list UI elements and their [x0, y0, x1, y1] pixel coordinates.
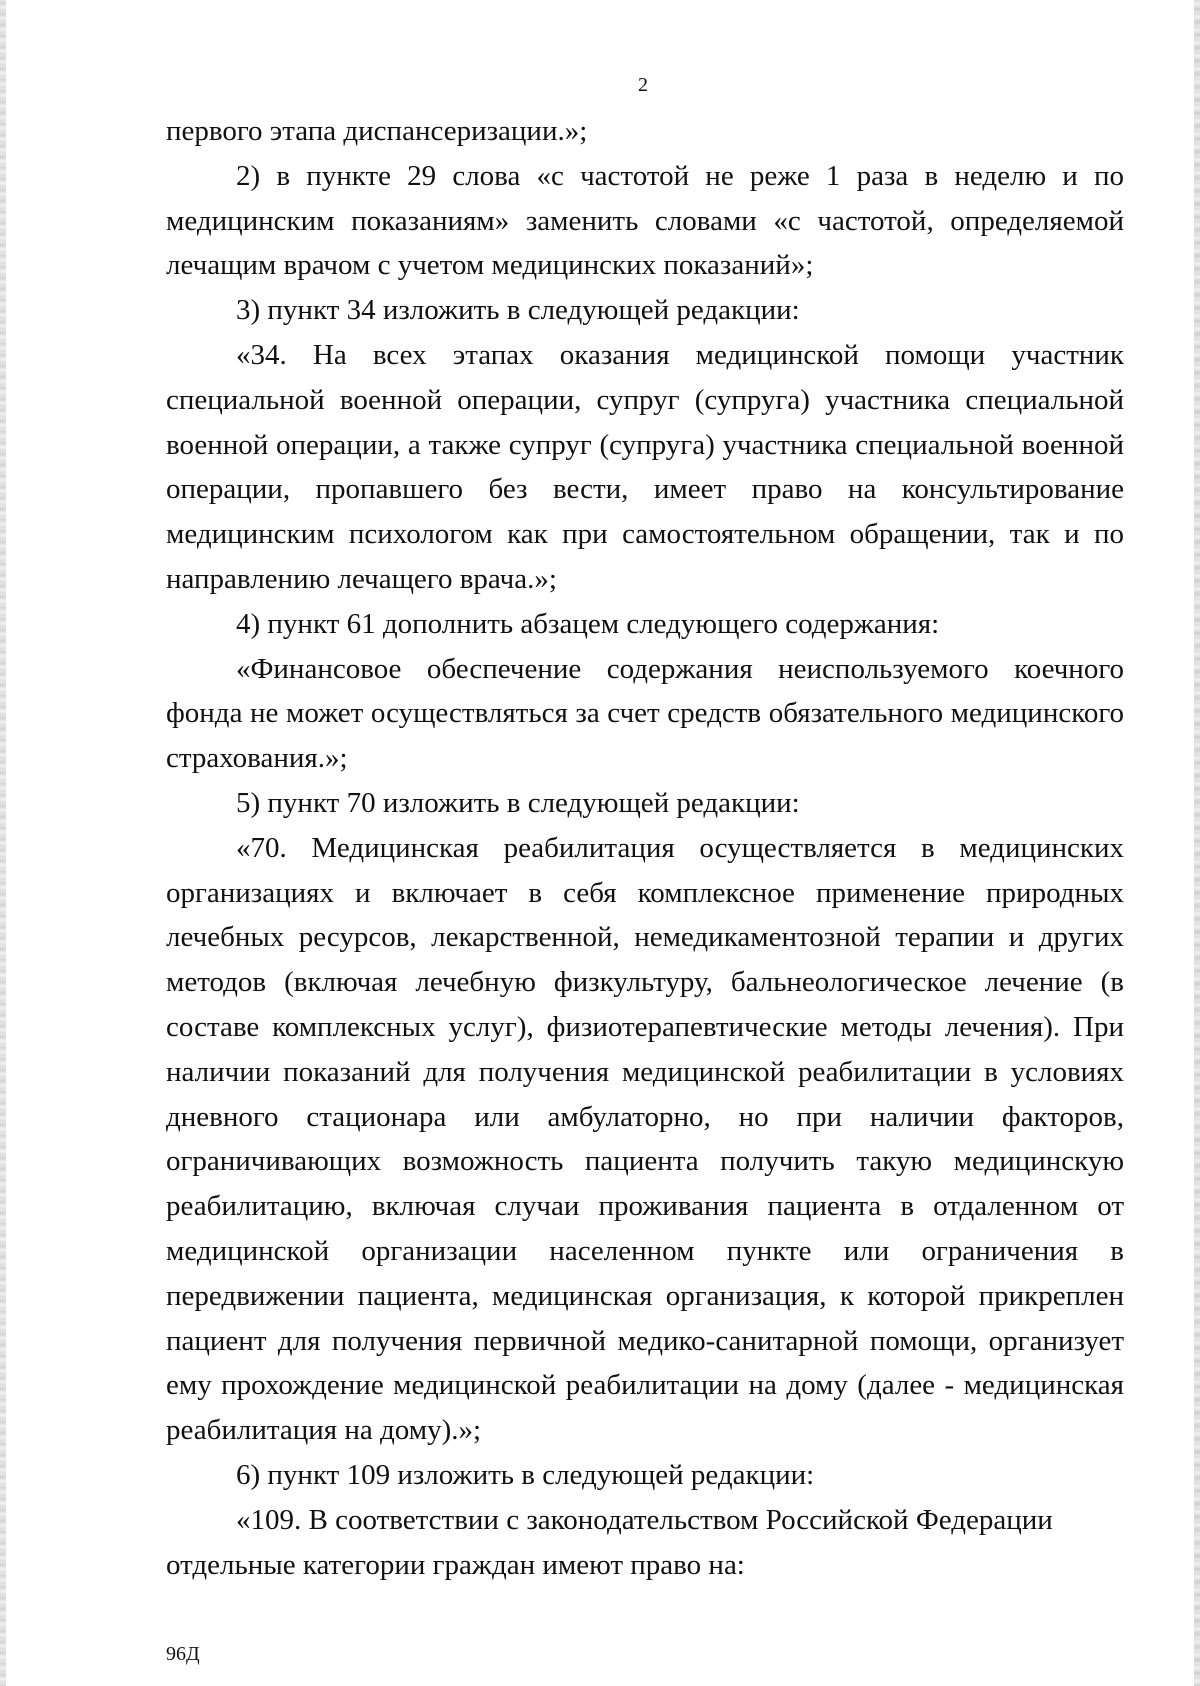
page-number: 2	[638, 74, 648, 96]
paragraph-continuation: первого этапа диспансеризации.»;	[166, 115, 588, 147]
paragraph-point-61-text: «Финансовое обеспечение содержания неиспользуемого коечного фонда не может осуществляться за счет средств обязательного медицинского страхования.»;	[166, 652, 1124, 775]
paragraph-point-70-text: «70. Медицинская реабилитация осуществляется в медицинских организациях и включает в себя комплексное применение природных лечебных ресурсов, лекарственной, немедикаментозной терапии и других методов (включая лечебную физкультуру, бальнеологическое лечение (в составе комплексных услуг), физиотерапевтические методы лечения). При наличии показаний для получения медицинской реабилитации в условиях дневного стационара или амбулаторно, но при наличии факторов, ограничивающих возможность пациента получить такую медицинскую реабилитацию, включая случаи проживания пациента в отдаленном от медицинской организации населенном пункте или ограничения в передвижении пациента, медицинская организация, к которой прикреплен пациент для получения первичной медико-санитарной помощи, организует ему прохождение медицинской реабилитации на дому (далее - медицинская реабилитация на дому).»;	[166, 831, 1124, 1447]
paragraph-item-6: 6) пункт 109 изложить в следующей редакции:	[236, 1458, 815, 1491]
paragraph-item-5: 5) пункт 70 изложить в следующей редакции:	[236, 786, 800, 819]
paragraph-item-4: 4) пункт 61 дополнить абзацем следующего содержания:	[236, 607, 940, 640]
scan-edge-left	[0, 0, 6, 1686]
paragraph-item-3: 3) пункт 34 изложить в следующей редакции:	[236, 294, 800, 327]
paragraph-point-34-text: «34. На всех этапах оказания медицинской помощи участник специальной военной операции, супруг (супруга) участника специальной военной операции, а также супруг (супруга) участника специальной военной операции, пропавшего без вести, имеет право на консультирование медицинским психологом как при самостоятельном обращении, так и по направлению лечащего врача.»;	[166, 338, 1124, 595]
paragraph-point-109-text: «109. В соответствии с законодательством Российской Федерации отдельные категории граждан имеют право на:	[166, 1503, 1053, 1581]
paragraph-item-2: 2) в пункте 29 слова «с частотой не реже 1 раза в неделю и по медицинским показаниям» заменить словами «с частотой, определяемой лечащим врачом с учетом медицинских показаний»;	[166, 159, 1124, 282]
scan-edge-right	[1194, 0, 1200, 1686]
document-body	[166, 109, 1124, 1587]
footer-document-code: 96Д	[166, 1643, 200, 1665]
